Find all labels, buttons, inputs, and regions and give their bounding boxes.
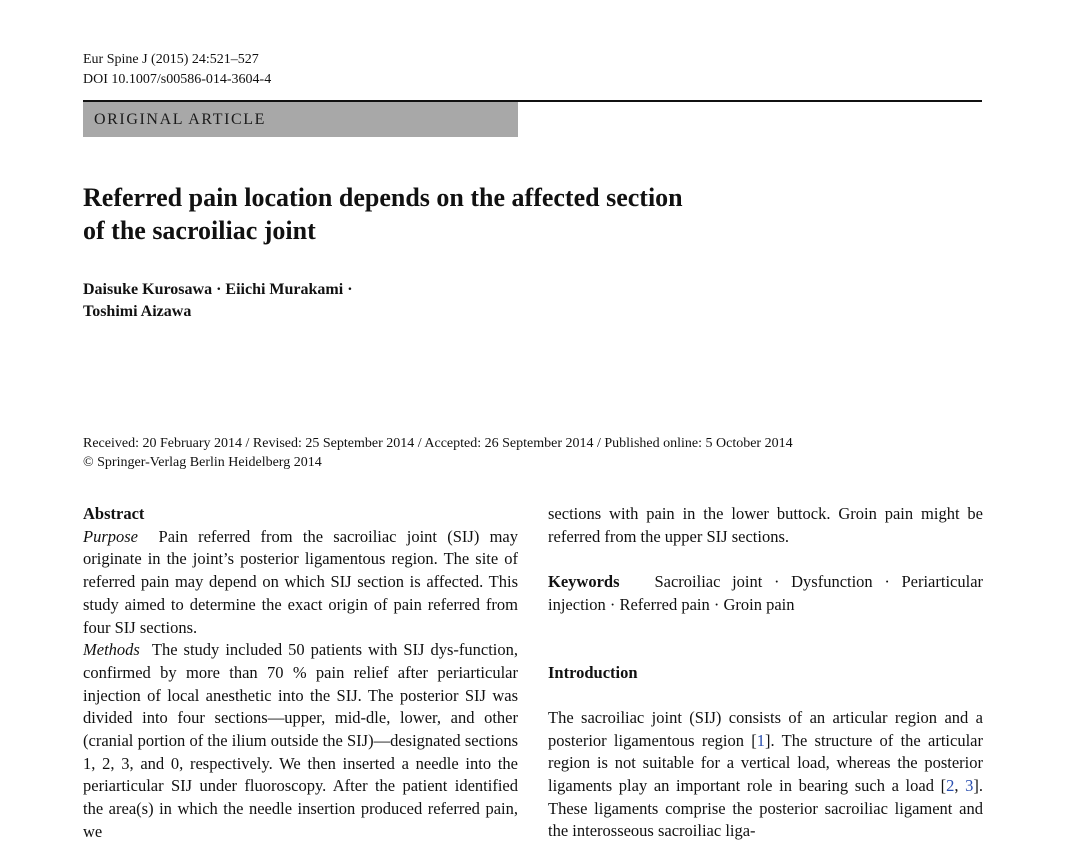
purpose-label: Purpose — [83, 526, 138, 546]
copyright-notice: © Springer-Verlag Berlin Heidelberg 2014 — [83, 455, 322, 470]
citation-link[interactable]: 3 — [965, 776, 974, 795]
purpose-text: Pain referred from the sacroiliac joint (SIJ) may originate in the joint’s posterior ligamentous region. The site of referred pain may depend on which SIJ section is affected. This study aimed to determine the exact origin of pain referred from four SIJ sections. — [83, 526, 519, 637]
abstract-purpose — [83, 526, 518, 640]
author-line-2 — [83, 301, 353, 323]
author-name: Toshimi Aizawa — [83, 303, 192, 320]
article-title-line-2: of the sacroiliac joint — [83, 216, 316, 245]
intro-text: ]. These ligaments comprise the posterior sacroiliac ligament and the interosseous sacroiliac liga- — [548, 776, 983, 841]
author-separator: · — [216, 281, 222, 298]
author-name: Daisuke Kurosawa — [83, 281, 213, 298]
abstract-heading: Abstract — [83, 504, 145, 523]
intro-text: The sacroiliac joint (SIJ) consists of an articular region and a posterior ligamentous region [ — [548, 707, 983, 750]
keywords-text: Sacroiliac joint · Dysfunction · Periarticular injection · Referred pain · Groin pain — [548, 572, 984, 614]
article-type-banner — [83, 102, 518, 137]
keywords — [548, 571, 983, 616]
citation-link[interactable]: 1 — [756, 730, 766, 750]
journal-citation: Eur Spine J (2015) 24:521–527 — [83, 52, 259, 67]
article-title-line-1: Referred pain location depends on the affected section — [83, 183, 683, 212]
author-name: Eiichi Murakami — [225, 281, 344, 298]
article-type-label: ORIGINAL ARTICLE — [94, 111, 267, 128]
citation-link[interactable]: 2 — [946, 776, 955, 795]
author-list — [83, 279, 353, 323]
introduction-paragraph — [548, 707, 983, 843]
article-title — [83, 181, 803, 247]
journal-reference — [83, 50, 271, 90]
left-column — [83, 503, 518, 844]
abstract-continued: sections with pain in the lower buttock. Groin pain might be referred from the upper SIJ sections. — [548, 504, 983, 546]
abstract-methods — [83, 639, 518, 843]
intro-text: , — [954, 776, 966, 795]
methods-label: Methods — [83, 640, 140, 660]
history-dates: Received: 20 February 2014 / Revised: 25 September 2014 / Accepted: 26 September 2014 / Published online: 5 October 2014 — [83, 436, 793, 451]
right-column — [548, 503, 983, 843]
keywords-label: Keywords — [548, 572, 620, 592]
intro-text: ]. The structure of the articular region is not suitable for a vertical load, whereas the posterior ligaments play an important role in bearing such a load [ — [548, 730, 983, 795]
publication-history — [83, 434, 793, 472]
methods-text: The study included 50 patients with SIJ dys-function, confirmed by more than 70 % pain relief after periarticular injection of local anesthetic into the SIJ. The posterior SIJ was divided into four sections—upper, mid-dle, lower, and other (cranial portion of the ilium outside the SIJ)—designated sections 1, 2, 3, and 0, respectively. We then inserted a needle into the periarticular SIJ under fluoroscopy. After the patient identified the area(s) in which the needle insertion produced referred pain, we — [83, 640, 519, 841]
doi: DOI 10.1007/s00586-014-3604-4 — [83, 72, 272, 87]
introduction-heading: Introduction — [548, 662, 638, 682]
author-separator: · — [347, 281, 353, 298]
author-line-1 — [83, 279, 353, 301]
